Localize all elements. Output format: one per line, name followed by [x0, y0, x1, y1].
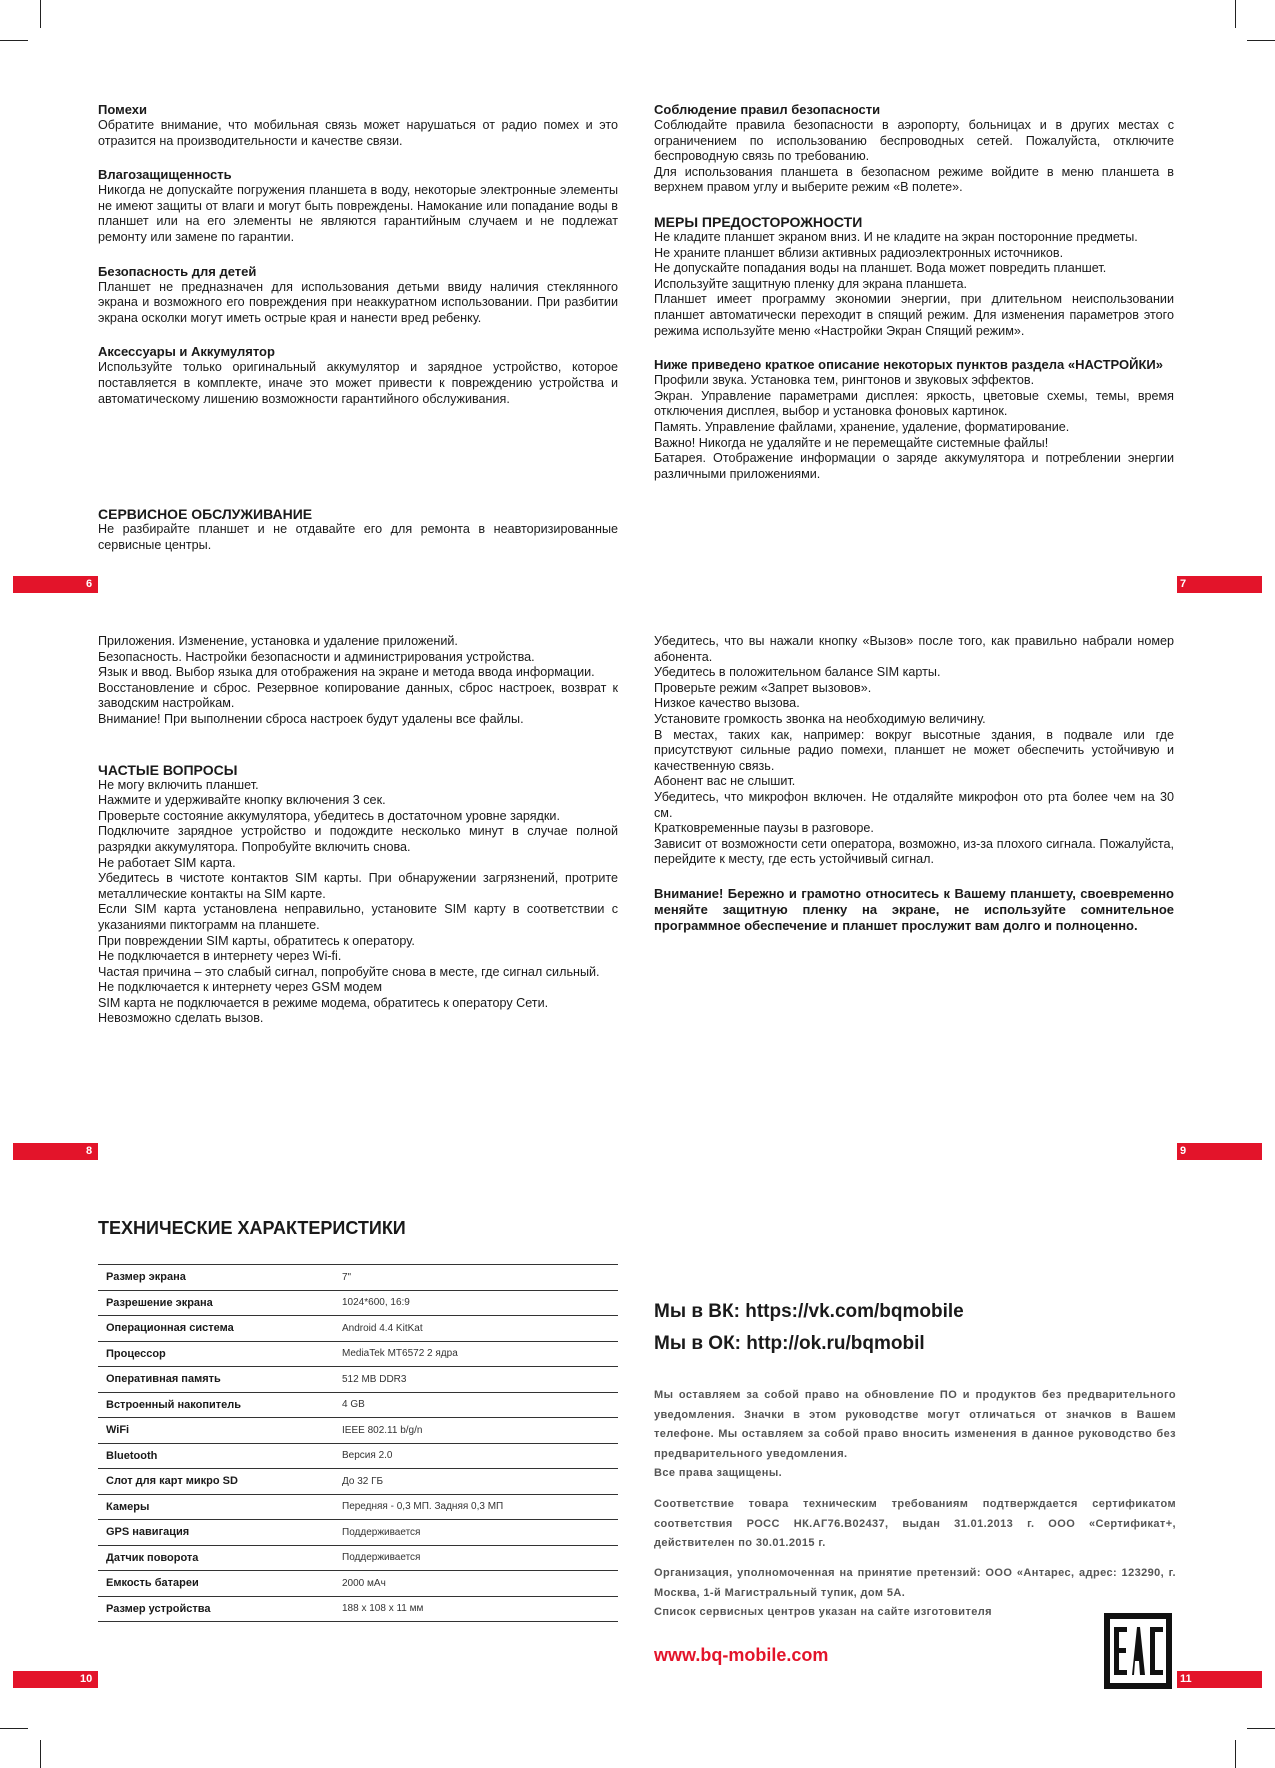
section-title: Помехи	[98, 102, 148, 117]
section-title: Аксессуары и Аккумулятор	[98, 344, 275, 360]
specs-table	[98, 1264, 618, 1622]
section-title: МЕРЫ ПРЕДОСТОРОЖНОСТИ	[654, 213, 863, 230]
spec-key: Встроенный накопитель	[98, 1392, 334, 1418]
paragraph: Проверьте режим «Запрет вызовов».	[654, 680, 872, 695]
page-number: 10	[80, 1673, 93, 1685]
crop-mark	[0, 1728, 28, 1729]
spec-value: 188 x 108 x 11 мм	[334, 1596, 618, 1622]
paragraph: Убедитесь в чистоте контактов SIM карты. При обнаружении загрязнений, протрите металлические контакты на SIM карте.	[98, 871, 618, 901]
crop-mark	[40, 1740, 41, 1768]
page-number: 11	[1180, 1673, 1192, 1685]
page-number: 7	[1180, 578, 1187, 590]
paragraph: Не разбирайте планшет и не отдавайте его для ремонта в неавторизированные сервисные центры.	[98, 522, 618, 552]
paragraph: Используйте защитную пленку для экрана планшета.	[654, 276, 967, 291]
spec-value: Передняя - 0,3 МП. Задняя 0,3 МП	[334, 1494, 618, 1520]
faq-continued	[654, 634, 1174, 868]
paragraph: Мы оставляем за собой право на обновление ПО и продуктов без предварительного уведомления. Значки в этом руководстве могут отличаться от значков в Вашем телефоне. Мы оставляем за собой право вносить изменения в данное руководство без предварительного уведомления.	[654, 1389, 1176, 1460]
paragraph: Частая причина – это слабый сигнал, попробуйте снова в месте, где сигнал сильный.	[98, 964, 600, 979]
section-title: ЧАСТЫЕ ВОПРОСЫ	[98, 761, 238, 778]
paragraph: Не могу включить планшет.	[98, 777, 259, 792]
crop-mark	[0, 40, 28, 41]
crop-mark	[1235, 1740, 1236, 1768]
section-title: Безопасность для детей	[98, 263, 257, 279]
spec-row	[98, 1494, 618, 1520]
section-faq	[98, 762, 618, 1028]
spec-key: Размер устройства	[98, 1596, 334, 1622]
page-number: 6	[86, 578, 93, 590]
paragraph: Подключите зарядное устройство и подождите несколько минут в случае полной разрядки аккумулятора. Попробуйте включить снова.	[98, 824, 618, 854]
spec-key: Процессор	[98, 1341, 334, 1367]
paragraph: Убедитесь, что микрофон включен. Не отдаляйте микрофон ото рта более чем на 30 см.	[654, 789, 1174, 820]
spec-row	[98, 1265, 618, 1291]
paragraph: Если SIM карта установлена неправильно, установите SIM карту в соответствии с указаниями пиктограмм на планшете.	[98, 902, 618, 932]
paragraph: Восстановление и сброс. Резервное копирование данных, сброс настроек, возврат к заводским настройкам.	[98, 680, 618, 711]
paragraph: Профили звука. Установка тем, рингтонов и звуковых эффектов.	[654, 373, 1035, 388]
paragraph: Установите громкость звонка на необходимую величину.	[654, 711, 986, 726]
section-title: Соблюдение правил безопасности	[654, 102, 881, 117]
paragraph: Организация, уполномоченная на принятие претензий: ООО «Антарес, адрес: 123290, г. Москва, 1-й Магистральный тупик, дом 5А.	[654, 1567, 1176, 1599]
paragraph: Не подключается в интернету через Wi-fi.	[98, 949, 342, 964]
spec-key: Слот для карт микро SD	[98, 1469, 334, 1495]
paragraph: SIM карта не подключается в режиме модема, обратитесь к оператору Сети.	[98, 995, 549, 1010]
section-title: Влагозащищенность	[98, 167, 232, 183]
spec-value: MediaTek MT6572 2 ядра	[334, 1341, 618, 1367]
page7-column	[654, 102, 1174, 500]
spec-value: 1024*600, 16:9	[334, 1290, 618, 1316]
spec-row	[98, 1316, 618, 1342]
section-settings	[654, 357, 1174, 482]
page9-column	[654, 634, 1174, 934]
paragraph: Соблюдайте правила безопасности в аэропорту, больницах и в других местах с ограничением по использованию беспроводных сетей. Пожалуйста, отключите беспроводную связь по требованию.	[654, 118, 1174, 164]
certificate-block	[654, 1495, 1176, 1554]
rights-block	[654, 1386, 1176, 1484]
section-accessories	[98, 344, 618, 407]
paragraph: Память. Управление файлами, хранение, удаление, форматирование.	[654, 419, 1070, 434]
spec-value: 512 MB DDR3	[334, 1367, 618, 1393]
paragraph: Обратите внимание, что мобильная связь может нарушаться от радио помех и это отразится на производительности и качестве связи.	[98, 118, 618, 148]
paragraph: В местах, таких как, например: вокруг высотные здания, в подвале или где присутствуют сильные радио помехи, планшет не может обеспечить устойчивую и качественную связь.	[654, 727, 1174, 773]
spec-row	[98, 1469, 618, 1495]
paragraph: Не подключается к интернету через GSM модем	[98, 980, 383, 995]
spec-value: До 32 ГБ	[334, 1469, 618, 1495]
spec-key: GPS навигация	[98, 1520, 334, 1546]
paragraph: Убедитесь в положительном балансе SIM карты.	[654, 665, 941, 680]
page-number-bar	[1177, 576, 1262, 593]
eac-icon	[1106, 1615, 1170, 1687]
paragraph: Зависит от возможности сети оператора, возможно, из-за плохого сигнала. Пожалуйста, перейдите к месту, где есть устойчивый сигнал.	[654, 836, 1174, 867]
spec-value: Android 4.4 KitKat	[334, 1316, 618, 1342]
spec-key: WiFi	[98, 1418, 334, 1444]
paragraph: Кратковременные паузы в разговоре.	[654, 821, 874, 836]
paragraph: Никогда не допускайте погружения планшета в воду, некоторые электронные элементы не имеют защиты от влаги и могут быть повреждены. Намокание или попадание воды в планшет или на его элементы не являются гарантийным случаем и не подлежат ремонту или замене по гарантии.	[98, 183, 618, 244]
spec-row	[98, 1596, 618, 1622]
spec-row	[98, 1443, 618, 1469]
paragraph: Абонент вас не слышит.	[654, 774, 796, 789]
paragraph: Используйте только оригинальный аккумулятор и зарядное устройство, которое поставляется в комплекте, иначе это может привести к повреждению устройства и автоматическому лишению возможности гарантийного обслуживания.	[98, 360, 618, 406]
spec-value: 4 GB	[334, 1392, 618, 1418]
section-interference	[98, 102, 618, 149]
paragraph: Убедитесь, что вы нажали кнопку «Вызов» после того, как правильно набрали номер абонента.	[654, 634, 1174, 664]
paragraph: Не допускайте попадания воды на планшет. Вода может повредить планшет.	[654, 261, 1107, 276]
spec-value: Поддерживается	[334, 1545, 618, 1571]
spec-row	[98, 1392, 618, 1418]
section-water-protection	[98, 167, 618, 245]
section-title: Ниже приведено краткое описание некоторых пунктов раздела «НАСТРОЙКИ»	[654, 357, 1163, 373]
section-safety-rules	[654, 102, 1174, 196]
spec-row	[98, 1418, 618, 1444]
page-number-bar	[1177, 1143, 1262, 1160]
settings-continued	[98, 634, 618, 728]
specs-title: ТЕХНИЧЕСКИЕ ХАРАКТЕРИСТИКИ	[98, 1218, 406, 1238]
paragraph: Планшет имеет программу экономии энергии, при длительном неиспользовании планшет автоматически переходит в спящий режим. Для изменения параметров этого режима используйте меню «Настройки Экран Спящий режим».	[654, 292, 1174, 338]
paragraph: Список сервисных центров указан на сайте изготовителя	[654, 1606, 992, 1618]
spec-value: 2000 мАч	[334, 1571, 618, 1597]
section-child-safety	[98, 264, 618, 327]
paragraph: Для использования планшета в безопасном режиме войдите в меню планшета в верхнем правом углу и выберите режим «В полете».	[654, 164, 1174, 195]
paragraph: Проверьте состояние аккумулятора, убедитесь в достаточном уровне зарядки.	[98, 808, 560, 823]
paragraph: Низкое качество вызова.	[654, 696, 800, 711]
crop-mark	[1247, 40, 1275, 41]
page8-column	[98, 634, 618, 1027]
section-precautions	[654, 214, 1174, 339]
page-number: 8	[86, 1145, 93, 1157]
spec-key: Bluetooth	[98, 1443, 334, 1469]
paragraph: Невозможно сделать вызов.	[98, 1011, 264, 1026]
page6-column	[98, 102, 618, 425]
paragraph: Нажмите и удерживайте кнопку включения 3 сек.	[98, 793, 386, 808]
care-warning: Внимание! Бережно и грамотно относитесь к Вашему планшету, своевременно меняйте защитную пленку на экране, не используйте сомнительное программное обеспечение и планшет прослужит вам долго и полноценно.	[654, 885, 1174, 933]
eac-logo	[1104, 1613, 1172, 1689]
paragraph: Батарея. Отображение информации о заряде аккумулятора и потреблении энергии различными приложениями.	[654, 451, 1174, 481]
website-link[interactable]: www.bq-mobile.com	[654, 1645, 829, 1665]
spec-value: 7"	[334, 1265, 618, 1291]
spec-key: Разрешение экрана	[98, 1290, 334, 1316]
spec-row	[98, 1520, 618, 1546]
spec-value: Поддерживается	[334, 1520, 618, 1546]
spec-key: Емкость батареи	[98, 1571, 334, 1597]
spec-value: IEEE 802.11 b/g/n	[334, 1418, 618, 1444]
paragraph: Внимание! При выполнении сброса настроек будут удалены все файлы.	[98, 711, 524, 726]
page6-service	[98, 506, 618, 553]
crop-mark	[1247, 1728, 1275, 1729]
spec-key: Датчик поворота	[98, 1545, 334, 1571]
organization-block	[654, 1564, 1176, 1623]
paragraph: Экран. Управление параметрами дисплея: яркость, цветовые схемы, темы, время отключения дисплея, выбор и установка фоновых картинок.	[654, 388, 1174, 419]
spec-value: Версия 2.0	[334, 1443, 618, 1469]
paragraph: Приложения. Изменение, установка и удаление приложений.	[98, 634, 458, 648]
paragraph: Соответствие товара техническим требованиям подтверждается сертификатом соответствия РОСС НК.АГ76.В02437, выдан 31.01.2013 г. ООО «Сертификат+, действителен по 30.01.2015 г.	[654, 1498, 1176, 1549]
spec-row	[98, 1571, 618, 1597]
ok-link[interactable]: Мы в ОК: http://ok.ru/bqmobil	[654, 1333, 925, 1354]
page-number: 9	[1180, 1145, 1187, 1157]
spec-key: Размер экрана	[98, 1265, 334, 1291]
paragraph: Безопасность. Настройки безопасности и администрирования устройства.	[98, 649, 535, 664]
spec-key: Операционная система	[98, 1316, 334, 1342]
spec-row	[98, 1367, 618, 1393]
paragraph: Планшет не предназначен для использования детьми ввиду наличия стеклянного экрана и возможного его повреждения при неаккуратном использовании. При разбитии экрана осколки могут иметь острые края и нанести вред ребенку.	[98, 279, 618, 325]
paragraph: Все права защищены.	[654, 1467, 783, 1479]
crop-mark	[1235, 0, 1236, 28]
paragraph: Язык и ввод. Выбор языка для отображения на экране и метода ввода информации.	[98, 665, 595, 680]
paragraph: Не храните планшет вблизи активных радиоэлектронных источников.	[654, 245, 1064, 260]
crop-mark	[40, 0, 41, 28]
vk-link[interactable]: Мы в ВК: https://vk.com/bqmobile	[654, 1301, 964, 1322]
paragraph: При повреждении SIM карты, обратитесь к оператору.	[98, 933, 415, 948]
paragraph: Не кладите планшет экраном вниз. И не кладите на экран посторонние предметы.	[654, 229, 1138, 244]
spec-row	[98, 1290, 618, 1316]
spec-row	[98, 1341, 618, 1367]
spec-row	[98, 1545, 618, 1571]
paragraph: Важно! Никогда не удаляйте и не перемещайте системные файлы!	[654, 435, 1049, 450]
service-title: СЕРВИСНОЕ ОБСЛУЖИВАНИЕ	[98, 506, 313, 522]
paragraph: Не работает SIM карта.	[98, 855, 236, 870]
spec-key: Камеры	[98, 1494, 334, 1520]
spec-key: Оперативная память	[98, 1367, 334, 1393]
